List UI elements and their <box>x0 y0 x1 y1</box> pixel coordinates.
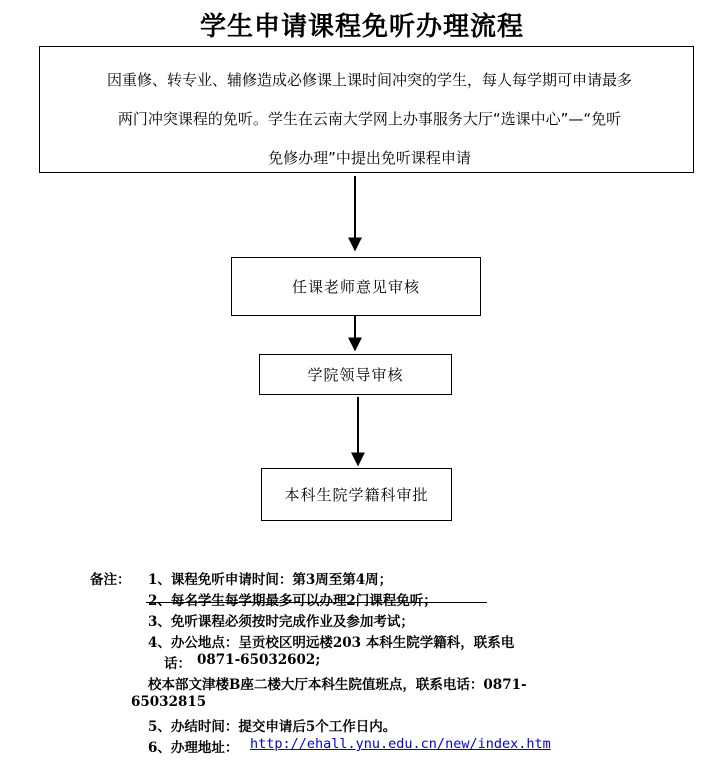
note-item-3: 3、免听课程必须按时完成作业及参加考试； <box>148 614 414 630</box>
note-item-4-line-4: 65032815 <box>131 694 207 710</box>
intro-line-2: 两门冲突课程的免听。学生在云南大学网上办事服务大厅“选课中心”—“免听 <box>117 110 622 128</box>
notes-section <box>0 560 724 760</box>
step-registry-approval: 本科生院学籍科审批 <box>261 468 452 521</box>
step-teacher-review: 任课老师意见审核 <box>231 257 481 316</box>
note-item-2: 2、每名学生每学期最多可以办理2门课程免听； <box>148 593 437 609</box>
note-item-4-line-2-label: 话： <box>164 656 191 672</box>
intro-line-3: 免修办理”中提出免听课程申请 <box>268 149 471 167</box>
note-item-1: 1、课程免听申请时间：第3周至第4周； <box>148 572 393 588</box>
step-college-review: 学院领导审核 <box>259 354 452 395</box>
note-item-4-line-3: 校本部文津楼B座二楼大厅本科生院值班点，联系电话：0871- <box>148 677 527 693</box>
note-item-4-phone: 0871-65032602; <box>197 652 321 668</box>
note-item-5: 5、办结时间：提交申请后5个工作日内。 <box>148 719 397 735</box>
note-item-4-line-1: 4、办公地点：呈贡校区明远楼203 本科生院学籍科，联系电 <box>148 635 515 651</box>
note-item-2-underline <box>146 602 487 603</box>
note-item-6-label: 6、办理地址： <box>148 740 239 756</box>
page-title: 学生申请课程免听办理流程 <box>199 12 524 42</box>
notes-heading: 备注： <box>90 572 131 588</box>
intro-line-1: 因重修、转专业、辅修造成必修课上课时间冲突的学生，每人每学期可申请最多 <box>106 71 632 89</box>
note-item-6-link[interactable]: http://ehall.ynu.edu.cn/new/index.htm <box>250 736 551 752</box>
